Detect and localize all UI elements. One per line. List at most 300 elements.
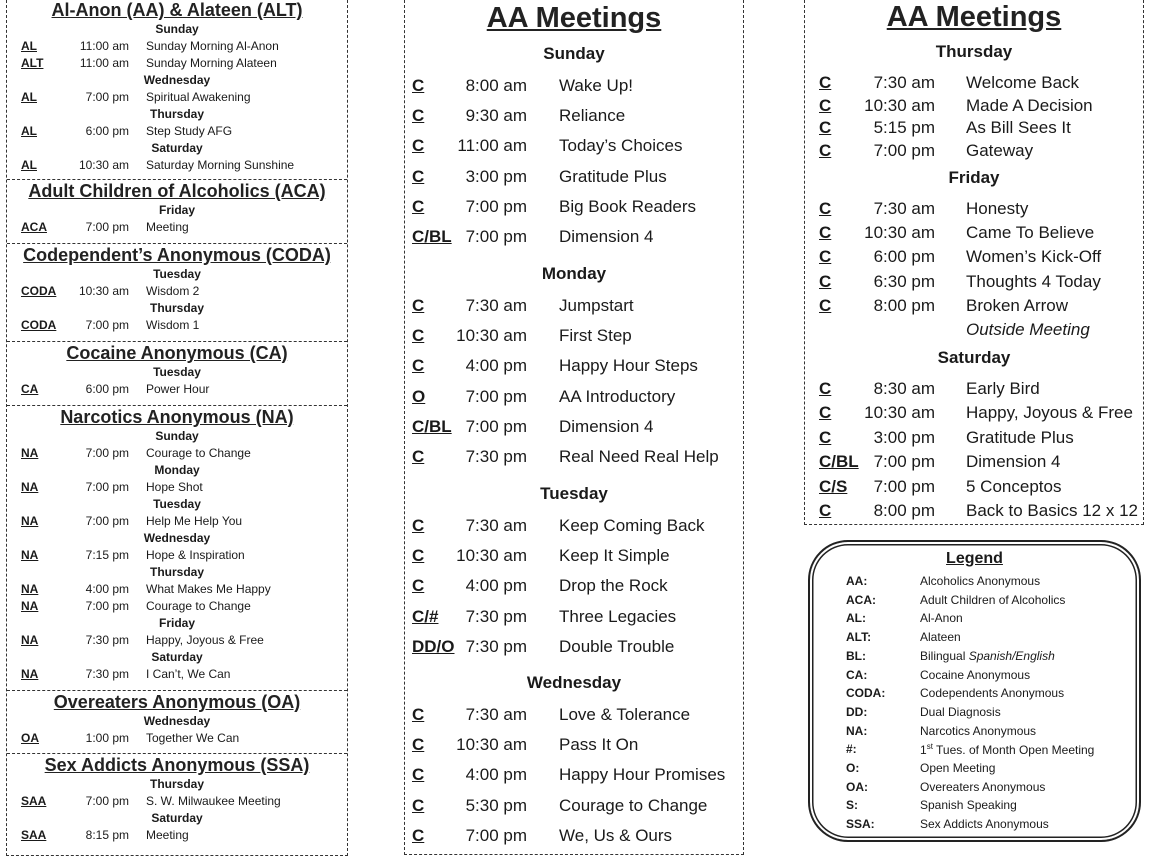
day-heading: Monday bbox=[541, 264, 607, 283]
meeting-code: C bbox=[412, 516, 425, 535]
legend-item bbox=[810, 649, 1139, 667]
meeting-time: 7:00 pm bbox=[873, 476, 935, 496]
meeting-name: As Bill Sees It bbox=[966, 118, 1071, 137]
meeting-time: 7:00 pm bbox=[85, 514, 129, 528]
meeting-code: C/S bbox=[819, 476, 848, 496]
meeting-code: NA bbox=[21, 633, 39, 647]
meeting-code: C bbox=[819, 199, 832, 218]
meeting-code: C bbox=[412, 166, 425, 186]
meeting-row bbox=[405, 197, 743, 219]
section-divider bbox=[7, 341, 347, 342]
meeting-time: 8:30 am bbox=[873, 379, 935, 398]
meeting-code: C bbox=[412, 546, 425, 566]
meeting-time: 7:00 pm bbox=[873, 140, 935, 160]
meeting-name: We, Us & Ours bbox=[559, 825, 673, 845]
meeting-name: Double Trouble bbox=[559, 636, 675, 656]
meeting-code: C/# bbox=[412, 606, 439, 626]
meeting-time: 11:00 am bbox=[79, 39, 129, 53]
meeting-name: Three Legacies bbox=[559, 606, 677, 626]
legend-definition-text: Adult Children of Alcoholics bbox=[920, 592, 1066, 607]
legend-definition-text: Bilingual bbox=[920, 648, 969, 663]
legend-abbr: #: bbox=[846, 742, 857, 757]
legend-abbr: O: bbox=[846, 761, 860, 775]
meeting-time: 7:30 pm bbox=[85, 633, 129, 647]
meeting-row bbox=[7, 667, 347, 683]
meeting-row bbox=[405, 227, 743, 249]
meeting-time: 10:30 am bbox=[78, 158, 129, 172]
meeting-name: Big Book Readers bbox=[559, 196, 697, 216]
meeting-time: 7:00 pm bbox=[85, 446, 129, 460]
meeting-name: Drop the Rock bbox=[559, 576, 668, 596]
group-title: Cocaine Anonymous (CA) bbox=[66, 343, 288, 363]
group-title: Al-Anon (AA) & Alateen (ALT) bbox=[51, 0, 303, 20]
legend-definition bbox=[920, 611, 963, 625]
meeting-code: AL bbox=[21, 90, 37, 104]
meeting-time: 10:30 am bbox=[456, 326, 527, 346]
meeting-time: 6:00 pm bbox=[873, 247, 935, 267]
meeting-row bbox=[7, 633, 347, 649]
meeting-name: S. W. Milwaukee Meeting bbox=[146, 794, 281, 808]
day-heading: Saturday bbox=[151, 650, 203, 664]
meeting-name: Honesty bbox=[966, 199, 1029, 218]
meeting-row bbox=[405, 447, 743, 469]
legend-item bbox=[810, 742, 1139, 760]
day-heading: Thursday bbox=[935, 42, 1013, 61]
meeting-row bbox=[405, 387, 743, 409]
meeting-name: Thoughts 4 Today bbox=[966, 271, 1101, 291]
meeting-time: 10:30 am bbox=[864, 95, 935, 115]
meeting-time: 7:30 am bbox=[873, 199, 935, 218]
meeting-time: 7:30 am bbox=[465, 516, 527, 535]
meeting-row bbox=[805, 477, 1143, 499]
day-heading: Sunday bbox=[543, 44, 605, 63]
meeting-name: Meeting bbox=[146, 220, 189, 234]
meeting-row bbox=[805, 223, 1143, 245]
legend-definition-text: Overeaters Anonymous bbox=[920, 779, 1046, 794]
meeting-name: Courage to Change bbox=[559, 795, 708, 815]
meeting-name: Courage to Change bbox=[146, 446, 251, 460]
meeting-code: C bbox=[819, 223, 832, 243]
meeting-code: C bbox=[412, 705, 425, 724]
meeting-row bbox=[405, 326, 743, 348]
meeting-row bbox=[7, 318, 347, 334]
meeting-time: 6:00 pm bbox=[85, 382, 129, 396]
meeting-row bbox=[7, 548, 347, 564]
aa-meetings-thu-sat-panel bbox=[804, 0, 1144, 525]
meeting-row bbox=[7, 284, 347, 300]
meeting-row bbox=[7, 599, 347, 615]
meeting-name: Sunday Morning Alateen bbox=[146, 56, 277, 70]
legend-definition bbox=[920, 574, 1040, 588]
meeting-time: 10:30 am bbox=[456, 546, 527, 566]
meeting-row bbox=[7, 446, 347, 462]
meeting-time: 7:30 am bbox=[873, 73, 935, 92]
meeting-row bbox=[805, 403, 1143, 425]
legend-abbr: DD: bbox=[846, 704, 868, 719]
meeting-time: 7:00 pm bbox=[85, 90, 129, 104]
meeting-time: 6:00 pm bbox=[85, 124, 129, 138]
legend-definition bbox=[920, 630, 961, 644]
legend-item bbox=[810, 705, 1139, 723]
meeting-row bbox=[805, 501, 1143, 523]
legend-abbr: NA: bbox=[846, 723, 868, 738]
aa-meetings-sun-wed-panel bbox=[404, 0, 744, 855]
legend-definition bbox=[920, 798, 1017, 812]
meeting-row bbox=[805, 73, 1143, 95]
meeting-note: Outside Meeting bbox=[966, 320, 1090, 339]
meeting-row bbox=[7, 382, 347, 398]
meeting-row bbox=[805, 428, 1143, 450]
meeting-time: 5:15 pm bbox=[873, 118, 935, 137]
meeting-code: CODA bbox=[21, 284, 57, 298]
meeting-name: What Makes Me Happy bbox=[146, 582, 271, 596]
legend-item bbox=[810, 686, 1139, 704]
day-heading: Friday bbox=[158, 203, 195, 217]
legend-title: Legend bbox=[946, 550, 1003, 567]
meeting-code: C bbox=[819, 379, 832, 398]
legend-item bbox=[810, 780, 1139, 798]
day-heading: Tuesday bbox=[540, 484, 608, 503]
meeting-row bbox=[405, 546, 743, 568]
day-heading: Thursday bbox=[149, 301, 204, 315]
meeting-code: C bbox=[819, 247, 832, 267]
meeting-name: Keep It Simple bbox=[559, 546, 670, 566]
legend-definition: 1st Tues. of Month Open Meeting bbox=[920, 742, 1095, 758]
meeting-time: 8:00 pm bbox=[873, 295, 935, 315]
day-heading: Wednesday bbox=[143, 73, 211, 87]
meeting-time: 7:30 am bbox=[465, 296, 527, 315]
meeting-code: C bbox=[412, 196, 425, 216]
meeting-code: AL bbox=[21, 39, 37, 53]
meeting-code: C bbox=[412, 735, 425, 755]
day-heading: Tuesday bbox=[153, 267, 201, 281]
day-heading: Sunday bbox=[155, 22, 199, 36]
legend-abbr: CODA: bbox=[846, 686, 886, 701]
meeting-code: NA bbox=[21, 548, 39, 562]
meeting-name: Power Hour bbox=[146, 382, 210, 396]
legend-definition-text: Alcoholics Anonymous bbox=[920, 574, 1041, 588]
legend-definition bbox=[920, 705, 1001, 719]
meeting-time: 4:00 pm bbox=[85, 582, 129, 596]
meeting-code: OA bbox=[21, 731, 39, 745]
meeting-name: Broken Arrow bbox=[966, 295, 1069, 315]
meeting-row bbox=[7, 158, 347, 174]
legend-definition-text: Sex Addicts Anonymous bbox=[920, 817, 1049, 832]
meeting-code: NA bbox=[21, 446, 39, 460]
meeting-name: Step Study AFG bbox=[146, 124, 233, 138]
meeting-time: 6:30 pm bbox=[873, 271, 935, 291]
meeting-row bbox=[405, 765, 743, 787]
meeting-code: NA bbox=[21, 599, 39, 613]
meeting-row bbox=[7, 828, 347, 844]
meeting-row bbox=[7, 794, 347, 810]
meeting-code: C bbox=[412, 136, 425, 156]
meeting-time: 7:15 pm bbox=[85, 548, 129, 562]
meeting-name: AA Introductory bbox=[559, 386, 676, 406]
meeting-name: Happy Hour Promises bbox=[559, 765, 726, 785]
section-divider bbox=[7, 405, 347, 406]
meeting-name: Happy, Joyous & Free bbox=[146, 633, 264, 647]
day-heading: Friday bbox=[948, 168, 1000, 187]
meeting-code: C/BL bbox=[412, 227, 452, 246]
group-title: Overeaters Anonymous (OA) bbox=[53, 692, 301, 712]
meeting-code: C bbox=[819, 403, 832, 423]
day-heading: Thursday bbox=[149, 107, 204, 121]
meeting-row bbox=[405, 106, 743, 128]
meeting-time: 7:00 pm bbox=[465, 196, 527, 216]
meeting-code: O bbox=[412, 386, 426, 406]
meeting-name: Women’s Kick-Off bbox=[966, 247, 1102, 267]
legend-item bbox=[810, 724, 1139, 742]
legend-box bbox=[808, 540, 1141, 842]
meeting-time: 10:30 am bbox=[864, 223, 935, 243]
legend-abbr: OA: bbox=[846, 779, 868, 794]
meeting-time: 11:00 am bbox=[79, 56, 129, 70]
meeting-code: C bbox=[819, 73, 832, 92]
meeting-row bbox=[405, 136, 743, 158]
legend-item bbox=[810, 574, 1139, 592]
legend-abbr: AL: bbox=[846, 611, 866, 626]
meeting-time: 10:30 am bbox=[456, 735, 527, 755]
legend-definition bbox=[920, 817, 1049, 831]
meeting-row bbox=[405, 417, 743, 439]
legend-definition-text: Cocaine Anonymous bbox=[920, 667, 1031, 682]
meeting-name: Keep Coming Back bbox=[559, 516, 705, 535]
meeting-code: NA bbox=[21, 667, 39, 681]
meeting-time: 7:30 am bbox=[465, 705, 527, 724]
meeting-row bbox=[405, 76, 743, 98]
group-title: Codependent’s Anonymous (CODA) bbox=[23, 245, 331, 265]
legend-abbr: ACA: bbox=[846, 592, 876, 607]
meeting-code: C bbox=[412, 296, 425, 315]
group-title: Sex Addicts Anonymous (SSA) bbox=[44, 755, 310, 775]
legend-definition-text: Alateen bbox=[920, 630, 961, 645]
meeting-time: 7:00 pm bbox=[465, 386, 527, 406]
day-heading: Wednesday bbox=[526, 673, 622, 692]
meeting-name: Meeting bbox=[146, 828, 189, 842]
meeting-time: 4:00 pm bbox=[465, 356, 527, 376]
meeting-code: SAA bbox=[21, 828, 47, 842]
meeting-name: Real Need Real Help bbox=[559, 447, 719, 466]
day-heading: Friday bbox=[158, 616, 195, 630]
section-divider bbox=[7, 179, 347, 180]
legend-item bbox=[810, 798, 1139, 816]
meeting-time: 7:00 pm bbox=[85, 599, 129, 613]
meeting-row bbox=[405, 167, 743, 189]
meeting-name: Wisdom 2 bbox=[146, 284, 200, 298]
meeting-row bbox=[7, 90, 347, 106]
meeting-code: C bbox=[412, 106, 425, 126]
meeting-code: NA bbox=[21, 480, 39, 494]
day-heading: Sunday bbox=[155, 429, 199, 443]
meeting-name: Jumpstart bbox=[559, 296, 634, 315]
meeting-row bbox=[805, 96, 1143, 118]
meeting-time: 11:00 am bbox=[457, 136, 527, 156]
section-divider bbox=[7, 690, 347, 691]
meeting-time: 7:00 pm bbox=[85, 794, 129, 808]
meeting-code: C/BL bbox=[819, 452, 859, 472]
meeting-row bbox=[805, 379, 1143, 401]
meeting-time: 8:15 pm bbox=[85, 828, 129, 842]
day-heading: Thursday bbox=[149, 777, 204, 791]
meeting-name: Courage to Change bbox=[146, 599, 251, 613]
meeting-time: 8:00 am bbox=[465, 76, 527, 95]
legend-abbr: BL: bbox=[846, 648, 866, 663]
meeting-code: CA bbox=[21, 382, 39, 396]
meeting-row bbox=[405, 796, 743, 818]
meeting-row bbox=[405, 296, 743, 318]
meeting-code: C bbox=[819, 118, 832, 137]
legend-definition bbox=[920, 668, 1030, 682]
meeting-code: CODA bbox=[21, 318, 57, 332]
meeting-name: Early Bird bbox=[966, 379, 1040, 398]
day-heading: Tuesday bbox=[153, 365, 201, 379]
meeting-name: Hope Shot bbox=[146, 480, 203, 494]
meeting-time: 3:00 pm bbox=[465, 166, 527, 186]
legend-definition-text: Open Meeting bbox=[920, 761, 996, 775]
legend-definition bbox=[920, 649, 1055, 663]
meeting-name: Reliance bbox=[559, 106, 626, 126]
day-heading: Monday bbox=[154, 463, 200, 477]
meeting-row bbox=[805, 452, 1143, 474]
legend-definition-text: Dual Diagnosis bbox=[920, 704, 1001, 719]
legend-item bbox=[810, 668, 1139, 686]
day-heading: Saturday bbox=[937, 348, 1011, 367]
meeting-code: C bbox=[819, 501, 832, 520]
meeting-name: Help Me Help You bbox=[146, 514, 243, 528]
meeting-row bbox=[805, 199, 1143, 221]
section-divider bbox=[7, 753, 347, 754]
meeting-name: Spiritual Awakening bbox=[146, 90, 251, 104]
group-title: Narcotics Anonymous (NA) bbox=[60, 407, 294, 427]
meeting-name: Back to Basics 12 x 12 bbox=[966, 501, 1138, 520]
meeting-name: Dimension 4 bbox=[559, 416, 654, 436]
meeting-time: 7:00 pm bbox=[465, 825, 527, 845]
meeting-code: C bbox=[819, 95, 832, 115]
meeting-code: C bbox=[412, 576, 425, 596]
legend-definition-italic: Spanish/English bbox=[968, 648, 1055, 663]
meeting-row bbox=[7, 480, 347, 496]
day-heading: Thursday bbox=[149, 565, 204, 579]
legend-abbr: CA: bbox=[846, 667, 868, 682]
legend-abbr: AA: bbox=[846, 574, 868, 588]
meeting-name: Gratitude Plus bbox=[966, 427, 1074, 447]
meeting-time: 7:00 pm bbox=[873, 452, 935, 472]
meeting-row bbox=[405, 516, 743, 538]
day-heading: Wednesday bbox=[143, 531, 211, 545]
meeting-time: 4:00 pm bbox=[465, 765, 527, 785]
legend-definition bbox=[920, 724, 1036, 738]
meeting-row bbox=[405, 356, 743, 378]
meeting-code: DD/O bbox=[412, 636, 455, 656]
legend-definition-text: Codependents Anonymous bbox=[920, 686, 1065, 701]
legend-definition bbox=[920, 593, 1065, 607]
meeting-name: Happy Hour Steps bbox=[559, 356, 698, 376]
meeting-time: 7:00 pm bbox=[85, 480, 129, 494]
meeting-row bbox=[405, 735, 743, 757]
legend-item bbox=[810, 630, 1139, 648]
meeting-row bbox=[405, 637, 743, 659]
meeting-name: Pass It On bbox=[559, 735, 639, 755]
meeting-name: Dimension 4 bbox=[559, 227, 654, 246]
meeting-name: Together We Can bbox=[146, 731, 240, 745]
meeting-code: C bbox=[412, 326, 425, 346]
group-title: Adult Children of Alcoholics (ACA) bbox=[28, 181, 326, 201]
legend-item bbox=[810, 611, 1139, 629]
meeting-name: Welcome Back bbox=[966, 73, 1080, 92]
meeting-code: C bbox=[819, 140, 832, 160]
meeting-name: I Can’t, We Can bbox=[146, 667, 231, 681]
meeting-code: C bbox=[412, 795, 425, 815]
legend-abbr: SSA: bbox=[846, 817, 875, 832]
legend-abbr: S: bbox=[846, 798, 858, 813]
meeting-time: 4:00 pm bbox=[465, 576, 527, 596]
meeting-name: Gratitude Plus bbox=[559, 166, 667, 186]
meeting-code: AL bbox=[21, 158, 37, 172]
meeting-code: C bbox=[412, 825, 425, 845]
meeting-time: 7:00 pm bbox=[465, 227, 527, 246]
meeting-row bbox=[405, 607, 743, 629]
meeting-row bbox=[7, 731, 347, 747]
meeting-time: 7:30 pm bbox=[465, 606, 527, 626]
legend-definition bbox=[920, 780, 1045, 794]
meeting-code: C bbox=[819, 295, 832, 315]
meeting-time: 9:30 am bbox=[465, 106, 527, 126]
meeting-row bbox=[405, 576, 743, 598]
meeting-time: 10:30 am bbox=[864, 403, 935, 423]
meeting-row bbox=[7, 582, 347, 598]
meeting-row bbox=[7, 220, 347, 236]
legend-item bbox=[810, 761, 1139, 779]
meeting-row bbox=[405, 705, 743, 727]
meeting-row bbox=[805, 141, 1143, 163]
legend-definition-text: Spanish Speaking bbox=[920, 798, 1017, 813]
meeting-time: 7:00 pm bbox=[85, 220, 129, 234]
meeting-row bbox=[805, 247, 1143, 269]
meeting-row bbox=[405, 826, 743, 848]
meeting-name: Gateway bbox=[966, 140, 1034, 160]
meeting-time: 8:00 pm bbox=[873, 501, 935, 520]
other-groups-panel bbox=[6, 0, 348, 856]
day-heading: Saturday bbox=[151, 141, 203, 155]
legend-item bbox=[810, 593, 1139, 611]
meeting-code: C bbox=[819, 427, 832, 447]
meeting-code: C bbox=[819, 271, 832, 291]
legend-definition bbox=[920, 761, 995, 775]
legend-definition bbox=[920, 686, 1064, 700]
meeting-time: 7:00 pm bbox=[465, 416, 527, 436]
page-title: AA Meetings bbox=[486, 2, 662, 34]
meeting-time: 7:30 pm bbox=[465, 447, 527, 466]
meeting-time: 5:30 pm bbox=[465, 795, 527, 815]
meeting-name: Today’s Choices bbox=[559, 136, 683, 156]
meeting-row bbox=[805, 272, 1143, 294]
legend-item bbox=[810, 817, 1139, 835]
meeting-row bbox=[805, 296, 1143, 318]
meeting-name: Wake Up! bbox=[559, 76, 634, 95]
meeting-row bbox=[7, 39, 347, 55]
meeting-code: SAA bbox=[21, 794, 47, 808]
legend-abbr: ALT: bbox=[846, 630, 872, 645]
meeting-time: 3:00 pm bbox=[873, 427, 935, 447]
meeting-code: ALT bbox=[21, 56, 44, 70]
meeting-code: ACA bbox=[21, 220, 47, 234]
meeting-name: Hope & Inspiration bbox=[146, 548, 245, 562]
meeting-row bbox=[7, 514, 347, 530]
meeting-name: First Step bbox=[559, 326, 632, 346]
day-heading: Tuesday bbox=[153, 497, 201, 511]
meeting-code: C bbox=[412, 765, 425, 785]
